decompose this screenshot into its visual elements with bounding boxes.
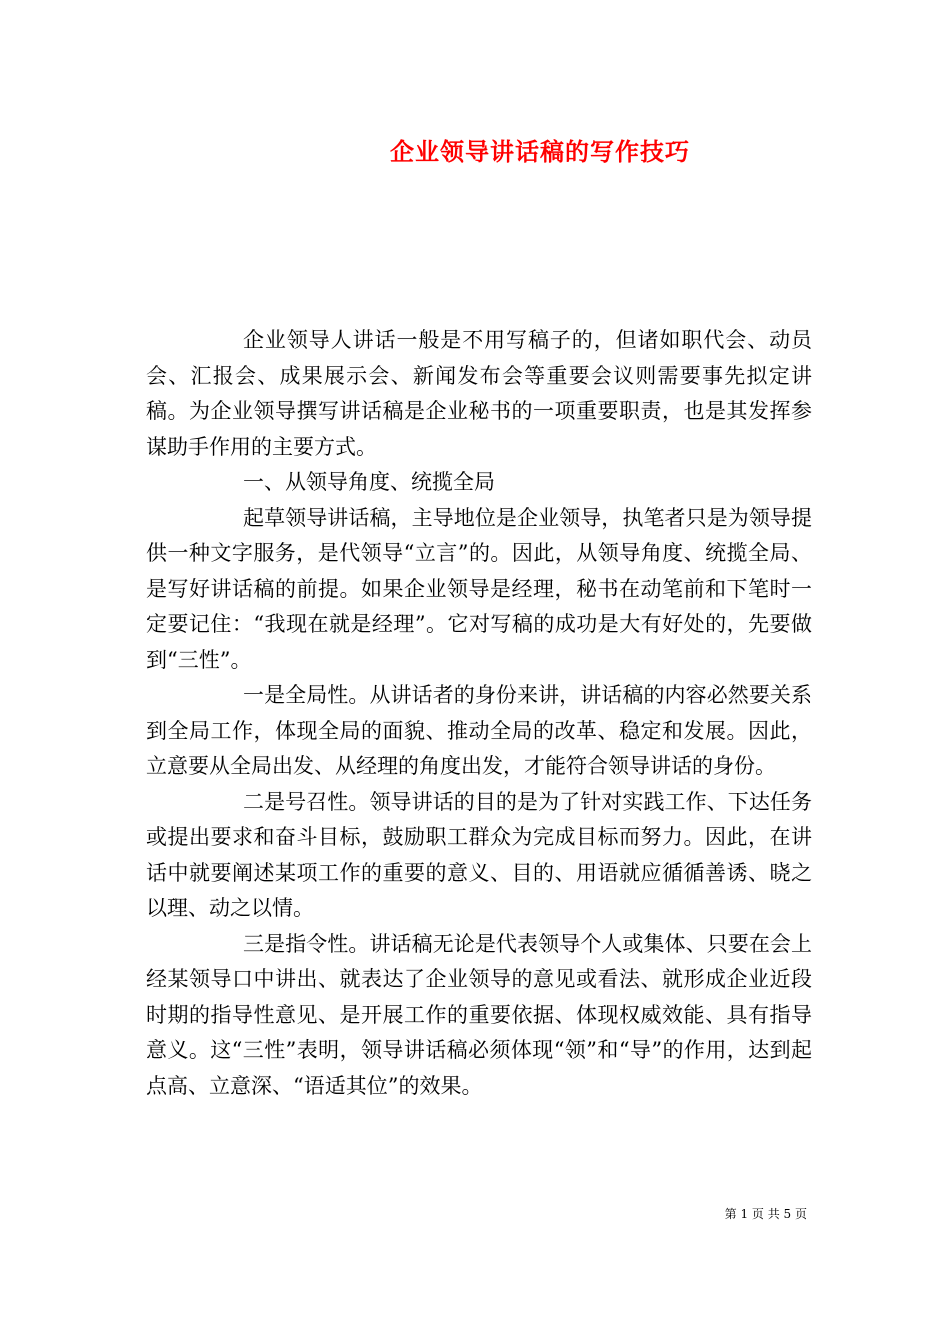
paragraph-point-3: 三是指令性。讲话稿无论是代表领导个人或集体、只要在会上经某领导口中讲出、就表达了企业领导的意见或看法、就形成企业近段时期的指导性意见、是开展工作的重要依据、体现权威效能、具有指导意义。这“三性”表明，领导讲话稿必须体现“领”和“导”的作用，达到起点高、立意深、“语适其位”的效果。 — [146, 931, 812, 1098]
document-body — [146, 323, 812, 1104]
section-heading-1: 一、从领导角度、统揽全局 — [243, 470, 495, 494]
paragraph-section-1: 起草领导讲话稿，主导地位是企业领导，执笔者只是为领导提供一种文字服务，是代领导“立言”的。因此，从领导角度、统揽全局、是写好讲话稿的前提。如果企业领导是经理，秘书在动笔前和下笔时一定要记住：“我现在就是经理”。它对写稿的成功是大有好处的，先要做到“三性”。 — [146, 505, 812, 672]
paragraph-point-1: 一是全局性。从讲话者的身份来讲，讲话稿的内容必然要关系到全局工作，体现全局的面貌、推动全局的改革、稳定和发展。因此，立意要从全局出发、从经理的角度出发，才能符合领导讲话的身份。 — [146, 683, 812, 778]
document-title: 企业领导讲话稿的写作技巧 — [390, 137, 690, 166]
page-number-footer: 第 1 页 共 5 页 — [724, 1207, 807, 1221]
paragraph-intro: 企业领导人讲话一般是不用写稿子的，但诸如职代会、动员会、汇报会、成果展示会、新闻发布会等重要会议则需要事先拟定讲稿。为企业领导撰写讲话稿是企业秘书的一项重要职责，也是其发挥参谋助手作用的主要方式。 — [146, 328, 812, 459]
paragraph-point-2: 二是号召性。领导讲话的目的是为了针对实践工作、下达任务或提出要求和奋斗目标，鼓励职工群众为完成目标而努力。因此，在讲话中就要阐述某项工作的重要的意义、目的、用语就应循循善诱、晓之以理、动之以情。 — [146, 789, 812, 920]
